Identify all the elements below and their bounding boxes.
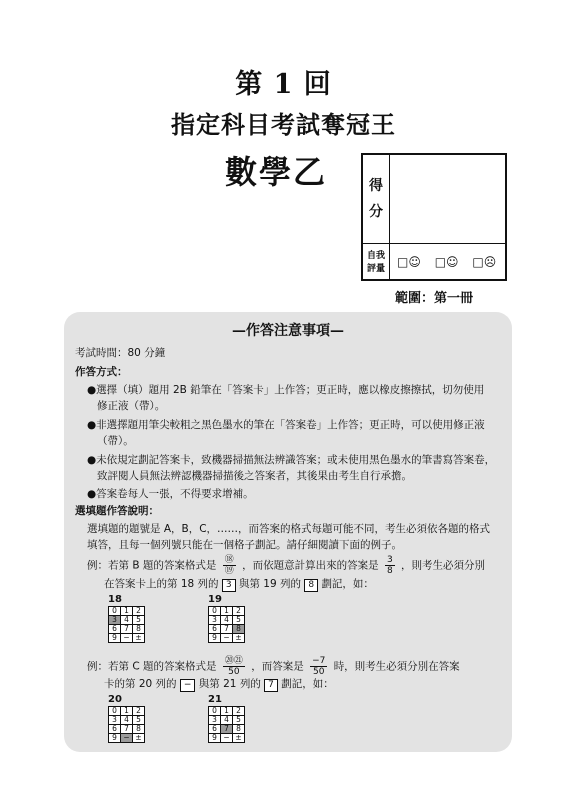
fill-instructions: 選填題的題號是 A，B，C，……，而答案的格式每題可能不同，考生必須依各題的格式 填答，且每一個列號只能在一個格子劃記。請仔細閱讀下面的例子。 (87, 523, 491, 551)
grid-cell: ± (233, 634, 245, 643)
grid-label-18: 18 (108, 594, 122, 605)
grid-cell: 3 (209, 616, 221, 625)
grid-cell: − (221, 634, 233, 643)
grid-cell: ± (233, 734, 245, 743)
grid-cell: 4 (221, 616, 233, 625)
grid-cell: 5 (233, 616, 245, 625)
grid-cell: 9 (109, 634, 121, 643)
grid-cell: − (121, 634, 133, 643)
grid-cell: 1 (121, 707, 133, 716)
grid-cell: 4 (121, 616, 133, 625)
grid-cell: 0 (209, 607, 221, 616)
neutral-face-icon: □☺ (434, 255, 459, 269)
example-c-line2: 卡的第 20 列的 − 與第 21 列的 7 劃記，如： (104, 678, 334, 690)
self-eval-faces (397, 255, 506, 269)
grid-cell: 8 (233, 625, 245, 634)
grid-cell: 6 (109, 725, 121, 734)
example-b-answer: $\frac{3}{8}$ (386, 555, 393, 576)
fill-title: 選填題作答說明： (75, 505, 159, 517)
example-c-answer: $\frac{-7}{50}$ (312, 656, 326, 677)
grid-cell: 3 (209, 716, 221, 725)
grid-cell: 5 (133, 616, 145, 625)
grid-label-21: 21 (208, 694, 222, 705)
frown-face-icon: □☹ (472, 255, 497, 269)
grid-cell: 2 (233, 707, 245, 716)
grid-cell: 5 (233, 716, 245, 725)
grid-label-20: 20 (108, 694, 122, 705)
grid-cell: 0 (109, 707, 121, 716)
example-b-line2: 在答案卡上的第 18 列的 3 與第 19 列的 8 劃記，如： (104, 578, 374, 590)
grid-cell: 9 (209, 634, 221, 643)
grid-cell: 0 (209, 707, 221, 716)
example-b-line1: 例：若第 B 題的答案格式是 $\frac{\text{⑱}}{\text{⑲}}$ ，而依題意計算出來的答案是 $\frac{3}{8}$ ，則考生必須分別 (87, 555, 486, 576)
score-label: 得 分 (363, 155, 390, 243)
grid-cell: 8 (133, 625, 145, 634)
grid-cell: − (221, 734, 233, 743)
grid-cell: 2 (133, 707, 145, 716)
subject-title: 數學乙 (225, 153, 328, 191)
answer-grid-18 (108, 606, 145, 643)
self-eval-label: 自我 評量 (363, 244, 390, 281)
grid-cell: 8 (233, 725, 245, 734)
bullet-1: ●選擇（填）題用 2B 鉛筆在「答案卡」上作答；更正時，應以橡皮擦擦拭，切勿使用 修正液（帶）。 (87, 384, 485, 412)
exam-time: 考試時間：80 分鐘 (75, 347, 166, 359)
example-b-format: $\frac{\text{⑱}}{\text{⑲}}$ (224, 555, 234, 576)
grid-cell: 7 (121, 725, 133, 734)
score-box (361, 153, 507, 281)
grid-cell: 7 (121, 625, 133, 634)
grid-label-19: 19 (208, 594, 222, 605)
grid-cell: 6 (209, 725, 221, 734)
bullet-3: ●未依規定劃記答案卡，致機器掃描無法辨識答案；或未使用黑色墨水的筆書寫答案卷， 致評閱人員無法辨認機器掃描後之答案者，其後果由考生自行承擔。 (87, 454, 496, 482)
answer-grid-20 (108, 706, 145, 743)
grid-cell: 7 (221, 625, 233, 634)
grid-cell: 1 (221, 607, 233, 616)
example-c-format: $\frac{\text{⑳㉑}}{50}$ (224, 656, 243, 677)
round-title: 第 1 回 (235, 69, 332, 100)
grid-cell: 9 (209, 734, 221, 743)
grid-cell: 6 (109, 625, 121, 634)
grid-cell: 8 (133, 725, 145, 734)
grid-cell: 6 (209, 625, 221, 634)
grid-cell: 1 (221, 707, 233, 716)
grid-cell: 0 (109, 607, 121, 616)
bullet-4: ●答案卷每人一張，不得要求增補。 (87, 488, 254, 500)
exam-subtitle: 指定科目考試奪冠王 (171, 110, 396, 139)
grid-cell: 7 (221, 725, 233, 734)
grid-cell: 4 (121, 716, 133, 725)
grid-cell: 2 (233, 607, 245, 616)
answer-grid-19 (208, 606, 245, 643)
grid-cell: ± (133, 734, 145, 743)
grid-cell: 1 (121, 607, 133, 616)
grid-cell: ± (133, 634, 145, 643)
bullet-2: ●非選擇題用筆尖較粗之黑色墨水的筆在「答案卷」上作答；更正時，可以使用修正液 （帶）。 (87, 419, 485, 447)
range-label: 範圍：第一冊 (395, 291, 474, 306)
example-c-line1: 例：若第 C 題的答案格式是 $\frac{\text{⑳㉑}}{50}$ ，而答案是 $\frac{-7}{50}$ 時，則考生必須分別在答案 (87, 656, 460, 677)
grid-cell: 9 (109, 734, 121, 743)
grid-cell: − (121, 734, 133, 743)
grid-cell: 5 (133, 716, 145, 725)
smile-face-icon: □☺ (397, 255, 421, 269)
grid-cell: 3 (109, 716, 121, 725)
answer-grid-21 (208, 706, 245, 743)
grid-cell: 3 (109, 616, 121, 625)
grid-cell: 2 (133, 607, 145, 616)
grid-cell: 4 (221, 716, 233, 725)
method-title: 作答方式： (75, 366, 128, 378)
notice-title: —作答注意事項— (232, 323, 344, 339)
